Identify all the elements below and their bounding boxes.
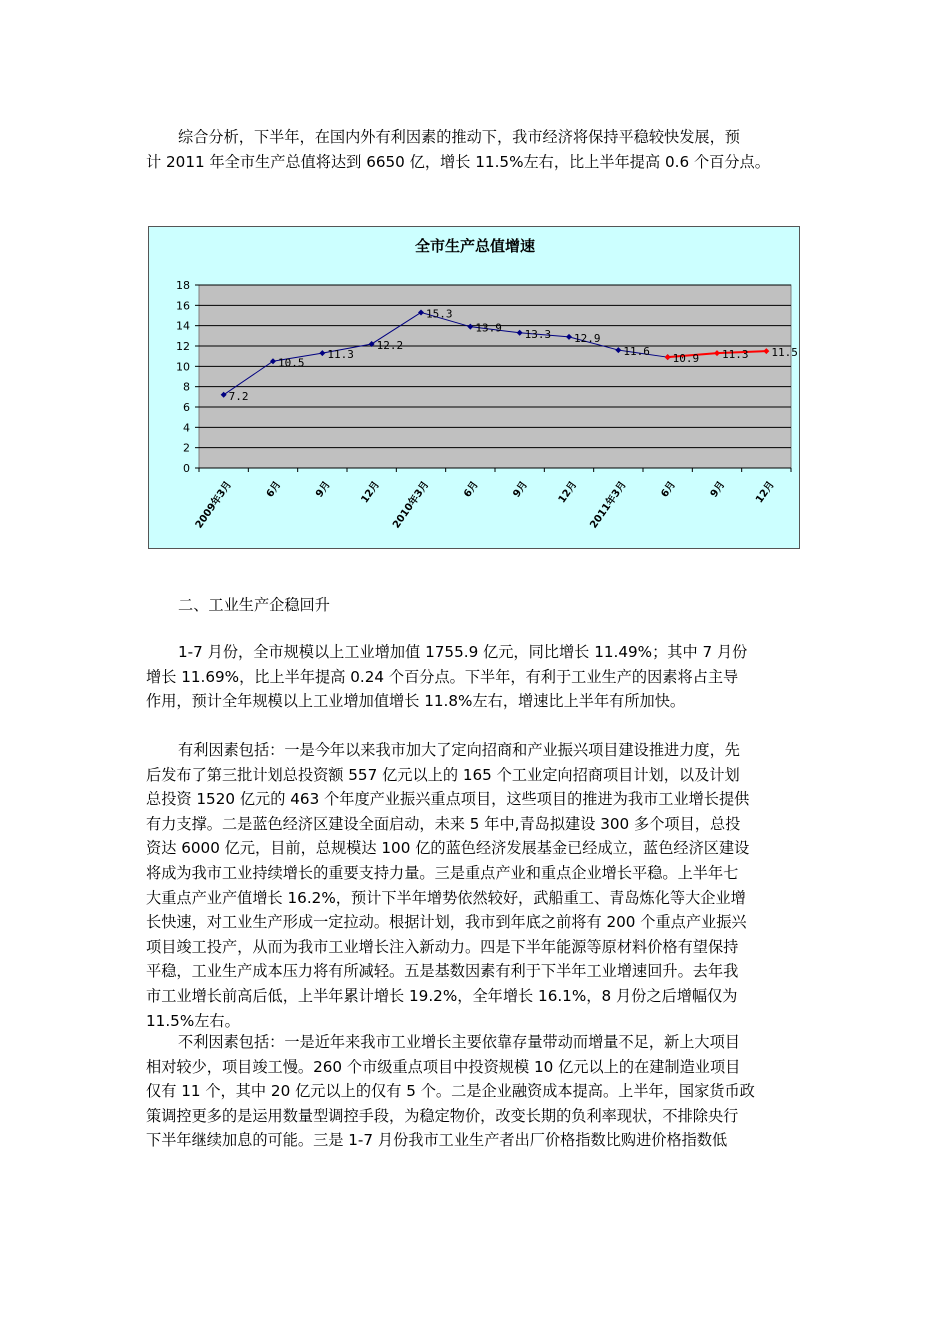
chart-canvas bbox=[149, 227, 799, 548]
x-tick-label: 9月 bbox=[314, 479, 333, 500]
y-tick-label: 0 bbox=[183, 462, 190, 475]
data-label: 11.3 bbox=[722, 348, 749, 362]
x-tick-label: 2010年3月 bbox=[391, 479, 432, 531]
data-label: 11.3 bbox=[327, 348, 354, 362]
y-tick-label: 10 bbox=[176, 360, 190, 374]
data-label: 7.2 bbox=[228, 389, 249, 403]
favorable-line-12: 11.5%左右。 bbox=[146, 1011, 240, 1030]
summary-paragraph bbox=[146, 125, 806, 174]
x-tick-label: 6月 bbox=[462, 479, 481, 500]
y-tick-label: 2 bbox=[183, 441, 190, 455]
favorable-line-6: 将成为我市工业持续增长的重要支持力量。三是重点产业和重点企业增长平稳。上半年七 bbox=[146, 863, 739, 882]
favorable-line-2: 后发布了第三批计划总投资额 557 亿元以上的 165 个工业定向招商项目计划，以及计划 bbox=[146, 765, 740, 784]
favorable-line-3: 总投资 1520 亿元的 463 个年度产业振兴重点项目，这些项目的推进为我市工业增长提供 bbox=[146, 790, 750, 809]
favorable-line-1: 有利因素包括：一是今年以来我市加大了定向招商和产业振兴项目建设推进力度，先 bbox=[178, 741, 740, 759]
data-label: 13.3 bbox=[524, 327, 552, 341]
x-tick-label: 2009年3月 bbox=[193, 479, 235, 531]
data-label: 11.6 bbox=[623, 345, 650, 359]
unfavorable-line-2: 相对较少，项目竣工慢。260 个市级重点项目中投资规模 10 亿元以上的在建制造业项目 bbox=[146, 1057, 741, 1076]
gdp-growth-chart bbox=[148, 226, 800, 549]
data-label: 12.2 bbox=[376, 338, 404, 352]
favorable-line-9: 项目竣工投产，从而为我市工业增长注入新动力。四是下半年能源等原材料价格有望保持 bbox=[146, 937, 739, 956]
y-tick-label: 18 bbox=[176, 279, 190, 292]
summary-line-2: 计 2011 年全市生产总值将达到 6650 亿，增长 11.5%左右，比上半年提高 0.6 个百分点。 bbox=[146, 152, 770, 171]
industry-line-1: 1-7 月份，全市规模以上工业增加值 1755.9 亿元，同比增长 11.49%；其中 7 月份 bbox=[178, 643, 748, 661]
y-tick-label: 12 bbox=[176, 340, 190, 353]
x-tick-label: 9月 bbox=[511, 479, 531, 500]
x-axis-ticks bbox=[192, 468, 791, 531]
x-tick-label: 6月 bbox=[264, 479, 284, 500]
data-label: 10.9 bbox=[672, 352, 700, 366]
summary-line-1: 综合分析，下半年，在国内外有利因素的推动下，我市经济将保持平稳较快发展，预 bbox=[178, 128, 740, 146]
favorable-line-8: 长快速，对工业生产形成一定拉动。根据计划，我市到年底之前将有 200 个重点产业振兴 bbox=[146, 913, 747, 932]
unfavorable-line-4: 策调控更多的是运用数量型调控手段，为稳定物价，改变长期的负利率现状，不排除央行 bbox=[146, 1106, 739, 1125]
x-tick-label: 12月 bbox=[359, 479, 383, 506]
x-tick-label: 12月 bbox=[556, 479, 580, 506]
x-tick-label: 2011年3月 bbox=[588, 479, 629, 531]
data-label: 15.3 bbox=[426, 307, 453, 321]
industry-paragraph bbox=[146, 640, 806, 714]
x-tick-label: 9月 bbox=[708, 479, 728, 500]
favorable-line-5: 资达 6000 亿元，目前，总规模达 100 亿的蓝色经济发展基金已经成立，蓝色经济区建设 bbox=[146, 839, 750, 858]
plot-area bbox=[199, 285, 791, 468]
y-axis-ticks bbox=[176, 279, 199, 475]
favorable-line-10: 平稳，工业生产成本压力将有所减轻。五是基数因素有利于下半年工业增速回升。去年我 bbox=[146, 962, 739, 981]
industry-line-2: 增长 11.69%，比上半年提高 0.24 个百分点。下半年，有利于工业生产的因素将占主导 bbox=[146, 667, 739, 686]
unfavorable-line-1: 不利因素包括：一是近年来我市工业增长主要依靠存量带动而增量不足，新上大项目 bbox=[178, 1033, 740, 1051]
x-tick-label: 12月 bbox=[754, 479, 777, 506]
y-tick-label: 4 bbox=[183, 421, 190, 435]
data-label: 11.5 bbox=[771, 346, 798, 360]
y-tick-label: 14 bbox=[176, 319, 190, 333]
unfavorable-line-3: 仅有 11 个，其中 20 亿元以上的仅有 5 个。二是企业融资成本提高。上半年，国家货币政 bbox=[146, 1082, 755, 1101]
favorable-factors-paragraph bbox=[146, 738, 806, 1033]
data-label: 12.9 bbox=[574, 331, 601, 345]
favorable-line-7: 大重点产业产值增长 16.2%，预计下半年增势依然较好，武船重工、青岛炼化等大企业增 bbox=[146, 888, 746, 907]
industry-line-3: 作用，预计全年规模以上工业增加值增长 11.8%左右，增速比上半年有所加快。 bbox=[146, 692, 686, 711]
favorable-line-4: 有力支撑。二是蓝色经济区建设全面启动，未来 5 年中,青岛拟建设 300 多个项目，总投 bbox=[146, 814, 741, 833]
chart-title: 全市生产总值增速 bbox=[414, 237, 536, 255]
y-tick-label: 8 bbox=[183, 380, 190, 394]
data-label: 10.5 bbox=[278, 356, 305, 370]
y-tick-label: 16 bbox=[176, 299, 190, 313]
unfavorable-line-5: 下半年继续加息的可能。三是 1-7 月份我市工业生产者出厂价格指数比购进价格指数低 bbox=[146, 1131, 728, 1150]
favorable-line-11: 市工业增长前高后低，上半年累计增长 19.2%，全年增长 16.1%，8 月份之后增幅仅为 bbox=[146, 986, 738, 1005]
section-heading: 二、工业生产企稳回升 bbox=[178, 596, 330, 614]
y-tick-label: 6 bbox=[183, 401, 190, 414]
unfavorable-factors-paragraph bbox=[146, 1030, 806, 1153]
x-tick-label: 6月 bbox=[659, 479, 679, 500]
data-label: 13.9 bbox=[475, 321, 502, 335]
